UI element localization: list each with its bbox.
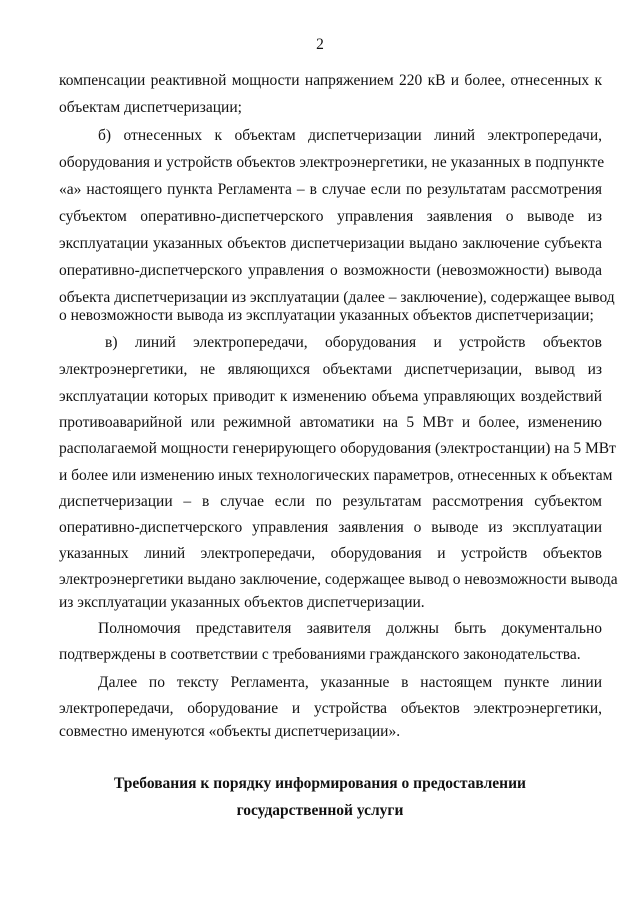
text-line: Полномочия представителя заявителя должны быть документально <box>98 620 602 637</box>
text-line: электропередачи, оборудование и устройства объектов электроэнергетики, <box>59 700 602 717</box>
text-line: компенсации реактивной мощности напряжением 220 кВ и более, отнесенных к <box>59 72 602 89</box>
text-line: эксплуатации которых приводит к изменению объема управляющих воздействий <box>59 388 602 405</box>
text-line: б) отнесенных к объектам диспетчеризации линий электропередачи, <box>98 127 602 144</box>
text-line: совместно именуются «объекты диспетчеризации». <box>59 723 401 740</box>
text-line: Далее по тексту Регламента, указанные в настоящем пункте линии <box>98 674 602 691</box>
text-line: располагаемой мощности генерирующего оборудования (электростанции) на 5 МВт <box>59 440 616 457</box>
text-line: субъектом оперативно-диспетчерского управления заявления о выводе из <box>59 208 602 225</box>
text-line: в) линий электропередачи, оборудования и устройств объектов <box>105 334 602 351</box>
text-line: из эксплуатации указанных объектов диспетчеризации. <box>59 594 425 611</box>
text-line: указанных линий электропередачи, оборудования и устройств объектов <box>59 545 602 562</box>
text-line: оперативно-диспетчерского управления заявления о выводе из эксплуатации <box>59 519 602 536</box>
text-line: оборудования и устройств объектов электроэнергетики, не указанных в подпункте <box>59 154 605 171</box>
text-line: «а» настоящего пункта Регламента – в случае если по результатам рассмотрения <box>59 181 602 198</box>
text-line: подтверждены в соответствии с требованиями гражданского законодательства. <box>59 646 581 663</box>
section-heading-line-1: Требования к порядку информирования о предоставлении <box>114 775 526 792</box>
text-line: объектам диспетчеризации; <box>59 99 242 116</box>
text-line: противоаварийной или режимной автоматики на 5 МВт и более, изменению <box>59 414 602 431</box>
text-line: оперативно-диспетчерского управления о возможности (невозможности) вывода <box>59 262 602 279</box>
page-number: 2 <box>316 36 324 53</box>
text-line: о невозможности вывода из эксплуатации указанных объектов диспетчеризации; <box>59 307 594 324</box>
text-line: электроэнергетики, не являющихся объектами диспетчеризации, вывод из <box>59 361 602 378</box>
text-line: эксплуатации указанных объектов диспетчеризации выдано заключение субъекта <box>59 235 602 252</box>
section-heading-line-2: государственной услуги <box>236 802 404 819</box>
text-line: и более или изменению иных технологических параметров, отнесенных к объектам <box>59 467 613 484</box>
text-line: объекта диспетчеризации из эксплуатации (далее – заключение), содержащее вывод <box>59 289 615 306</box>
text-line: электроэнергетики выдано заключение, содержащее вывод о невозможности вывода <box>59 571 618 588</box>
text-line: диспетчеризации – в случае если по результатам рассмотрения субъектом <box>59 493 602 510</box>
